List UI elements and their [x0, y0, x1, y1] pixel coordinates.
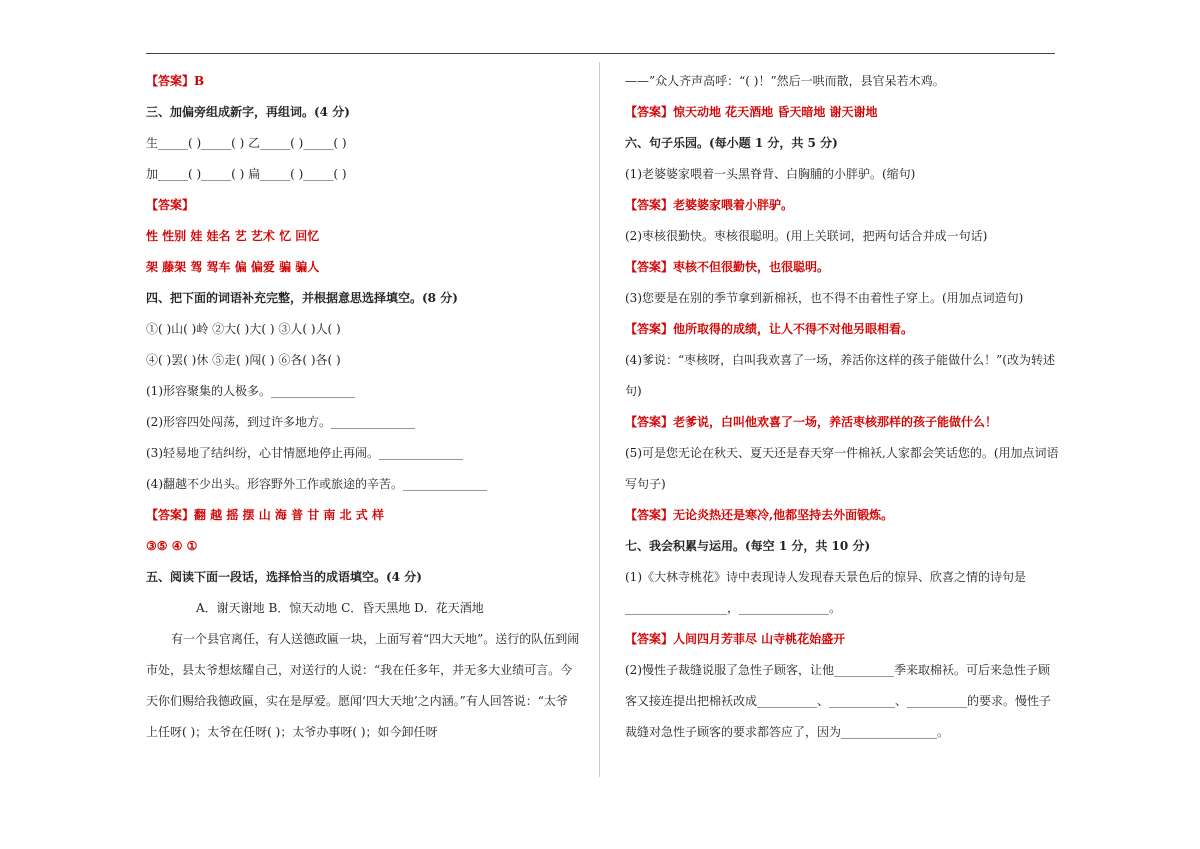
- text-line: (5)可是您无论在秋天、夏天还是春天穿一件棉袄,人家都会笑话您的。(用加点词语: [625, 446, 1059, 460]
- text-line: (2)形容四处闯荡，到过许多地方。______________: [146, 415, 415, 429]
- text-line: (2)枣核很勤快。枣核很聪明。(用上关联词，把两句话合并成一句话): [625, 229, 988, 243]
- text-line: (4)翻越不少出头。形容野外工作或旅途的辛苦。______________: [146, 477, 487, 491]
- text-line: 三、加偏旁组成新字，再组词。(4 分): [146, 105, 350, 119]
- text-line: 六、句子乐园。(每小题 1 分，共 5 分): [625, 136, 838, 150]
- column-divider: [599, 62, 600, 777]
- text-line: A．谢天谢地 B．惊天动地 C．昏天黑地 D．花天酒地: [196, 601, 484, 615]
- text-line: 性 性别 娃 娃名 艺 艺术 忆 回忆: [146, 229, 320, 243]
- text-line: (4)爹说：“枣核呀，白叫我欢喜了一场，养活你这样的孩子能做什么！”(改为转述: [625, 353, 1055, 367]
- text-line: 天你们赐给我德政匾，实在是厚爱。愿闻‘四大天地’之内涵。”有人回答说：“太爷: [146, 694, 568, 708]
- text-line: 七、我会积累与运用。(每空 1 分，共 10 分): [625, 539, 871, 553]
- text-line: _________________，_______________。: [625, 601, 842, 615]
- text-line: 架 藤架 驾 驾车 偏 偏爱 骗 骗人: [146, 260, 320, 274]
- text-line: (1)老婆婆家喂着一头黑脊背、白胸脯的小胖驴。(缩句): [625, 167, 916, 181]
- text-line: (1)形容聚集的人极多。______________: [146, 384, 355, 398]
- text-line: 上任呀( )；太爷在任呀( )；太爷办事呀( )；如今卸任呀: [146, 725, 438, 739]
- text-line: 【答案】老爹说，白叫他欢喜了一场，养活枣核那样的孩子能做什么！: [625, 415, 998, 429]
- text-line: 【答案】无论炎热还是寒冷,他都坚持去外面锻炼。: [625, 508, 894, 522]
- text-line: 市处，县太爷想炫耀自己，对送行的人说：“我在任多年，并无多大业绩可言。今: [146, 663, 573, 677]
- right-column: [625, 66, 1057, 748]
- header-rule: [146, 53, 1055, 54]
- text-line: ④( )罢( )休 ⑤走( )闯( ) ⑥各( )各( ): [146, 353, 341, 367]
- text-line: (2)慢性子裁缝说服了急性子顾客，让他__________季来取棉袄。可后来急性子顾: [625, 663, 1051, 677]
- left-column: [146, 66, 582, 748]
- text-line: 句): [625, 384, 642, 398]
- text-line: ——”众人齐声高呼：“( )！”然后一哄而散，县官呆若木鸡。: [625, 74, 945, 88]
- text-line: 四、把下面的词语补充完整，并根据意思选择填空。(8 分): [146, 291, 458, 305]
- text-line: 【答案】枣核不但很勤快，也很聪明。: [625, 260, 830, 274]
- text-line: 裁缝对急性子顾客的要求都答应了，因为________________。: [625, 725, 950, 739]
- text-line: 加_____( )_____( ) 扁_____( )_____( ): [146, 167, 347, 181]
- text-line: 客又接连提出把棉袄改成__________、___________、__________的要求。慢性子: [625, 694, 1052, 708]
- text-line: 【答案】惊天动地 花天酒地 昏天暗地 谢天谢地: [625, 105, 878, 119]
- text-line: (3)您要是在别的季节拿到新棉袄，也不得不由着性子穿上。(用加点词造句): [625, 291, 1024, 305]
- text-line: 【答案】老婆婆家喂着小胖驴。: [625, 198, 794, 212]
- text-line: 【答案】他所取得的成绩，让人不得不对他另眼相看。: [625, 322, 914, 336]
- text-line: 【答案】人间四月芳菲尽 山寺桃花始盛开: [625, 632, 846, 646]
- text-line: 【答案】翻 越 摇 摆 山 海 普 甘 南 北 式 样: [146, 508, 384, 522]
- text-line: 【答案】: [146, 198, 195, 212]
- text-line: 五、阅读下面一段话，选择恰当的成语填空。(4 分): [146, 570, 422, 584]
- text-line: (1)《大林寺桃花》诗中表现诗人发现春天景色后的惊异、欣喜之情的诗句是: [625, 570, 1027, 584]
- text-line: 【答案】B: [146, 74, 205, 88]
- text-line: 有一个县官离任，有人送德政匾一块，上面写着“四大天地”。送行的队伍到闹: [171, 632, 580, 646]
- text-line: 写句子): [625, 477, 666, 491]
- text-line: ①( )山( )岭 ②大( )大( ) ③人( )人( ): [146, 322, 341, 336]
- text-line: ③⑤ ④ ①: [146, 539, 198, 553]
- text-line: 生_____( )_____( ) 乙_____( )_____( ): [146, 136, 347, 150]
- text-line: (3)轻易地了结纠纷，心甘情愿地停止再闹。______________: [146, 446, 463, 460]
